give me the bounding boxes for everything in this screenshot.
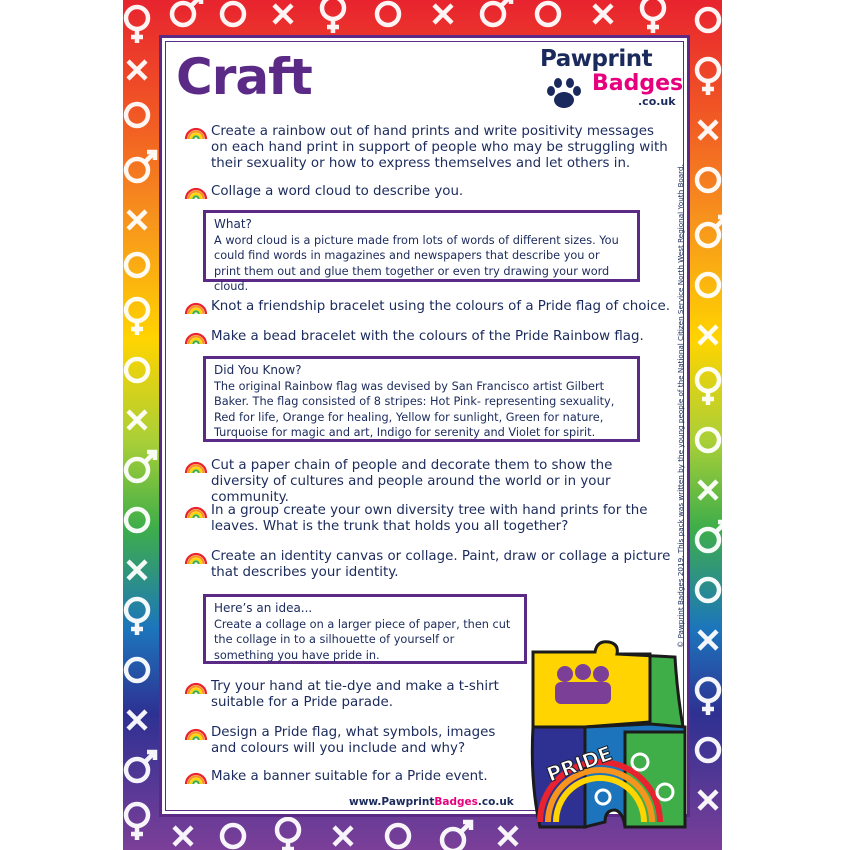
list-item-text: Create an identity canvas or collage. Paint, draw or collage a picture that describes your identity. xyxy=(211,549,671,580)
info-box-heading: Here’s an idea... xyxy=(214,601,313,615)
website-link[interactable] xyxy=(349,796,514,808)
list-item-text: Cut a paper chain of people and decorate them to show the diversity of cultures and people around the world or in your community. xyxy=(211,458,613,505)
list-item-text: Design a Pride flag, what symbols, images and colours will you include and why? xyxy=(211,725,496,756)
list-item-text: Knot a friendship bracelet using the colours of a Pride flag of choice. xyxy=(211,299,671,314)
rainbow-icon xyxy=(184,124,208,140)
puzzle-pride-text: PRIDE xyxy=(543,740,616,787)
rainbow-icon xyxy=(184,458,208,474)
rainbow-icon xyxy=(184,679,208,695)
info-box-did-you-know xyxy=(203,356,640,442)
rainbow-icon xyxy=(184,184,208,200)
list-item-text: Make a bead bracelet with the colours of the Pride Rainbow flag. xyxy=(211,329,644,344)
rainbow-icon xyxy=(184,725,208,741)
list-item-text: Create a rainbow out of hand prints and write positivity messages on each hand print in support of people who may be struggling with their sexuality or how to express themselves and let others in. xyxy=(211,124,668,171)
pride-puzzle-badge-illustration xyxy=(525,632,690,832)
copyright-text: © Pawprint Badges 2019. This pack was written by the young people of the National Citizen Service North West Regional Youth Board. xyxy=(676,164,685,648)
rainbow-icon xyxy=(184,299,208,315)
pawprint-badges-logo xyxy=(540,46,684,112)
info-box-heading: What? xyxy=(214,217,252,231)
info-box-body: Create a collage on a larger piece of paper, then cut the collage in to a silhouette of yourself or something you have pride in. xyxy=(214,617,511,662)
logo-line1: Pawprint xyxy=(540,46,653,72)
website-prefix: www.Pawprint xyxy=(349,796,435,808)
list-item-text: Collage a word cloud to describe you. xyxy=(211,184,464,199)
logo-line2: Badges xyxy=(592,71,684,96)
website-brand: Badges xyxy=(434,796,478,808)
info-box-heading: Did You Know? xyxy=(214,363,302,377)
rainbow-icon xyxy=(184,503,208,519)
website-suffix: .co.uk xyxy=(477,796,514,808)
paw-icon xyxy=(544,76,584,110)
logo-line3: .co.uk xyxy=(638,95,676,108)
list-item-text: In a group create your own diversity tree with hand prints for the leaves. What is the trunk that holds you all together? xyxy=(211,503,648,534)
info-box-body: The original Rainbow flag was devised by San Francisco artist Gilbert Baker. The flag consisted of 8 stripes: Hot Pink- representing sexuality, Red for life, Orange for healing, Yellow for sunlight, Green for nature, Turquoise for magic and art, Indigo for serenity and Violet for spirit. xyxy=(214,379,615,439)
list-item-text: Make a banner suitable for a Pride event. xyxy=(211,769,488,784)
rainbow-icon xyxy=(184,329,208,345)
rainbow-icon xyxy=(184,769,208,785)
info-box-what xyxy=(203,210,640,293)
page-title: Craft xyxy=(176,48,312,106)
info-box-idea xyxy=(203,594,527,664)
list-item-text: Try your hand at tie-dye and make a t-shirt suitable for a Pride parade. xyxy=(211,679,499,710)
rainbow-icon xyxy=(184,549,208,565)
info-box-body: A word cloud is a picture made from lots of words of different sizes. You could find words in magazines and newspapers that describe you or print them out and glue them together or even try drawing your word cloud. xyxy=(214,233,619,293)
